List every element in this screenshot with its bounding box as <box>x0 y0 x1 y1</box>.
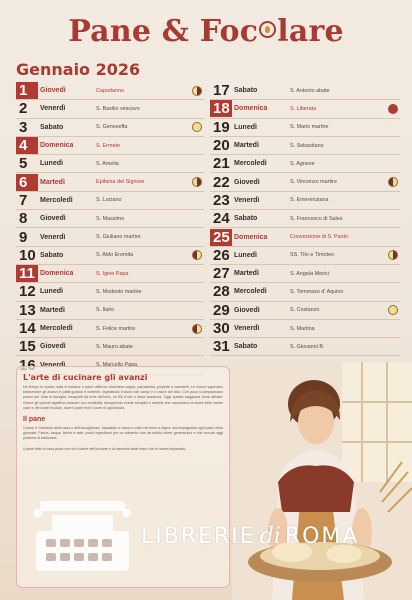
weekday-name: Lunedì <box>40 160 63 168</box>
saint-name: S. Sebastiano <box>290 142 324 149</box>
watermark-text-left: LIBRERIE <box>141 523 256 549</box>
calendar-day-row <box>16 155 204 173</box>
moon-last-icon <box>386 177 400 187</box>
weekday-name: Giovedì <box>234 178 260 186</box>
days-column-right <box>210 82 400 356</box>
day-number: 23 <box>213 191 230 209</box>
calendar-day-row <box>210 137 400 155</box>
flame-logo-icon <box>259 21 276 38</box>
weekday-name: Sabato <box>40 123 64 131</box>
weekday-name: Domenica <box>40 142 74 150</box>
day-number: 30 <box>213 320 230 337</box>
calendar-day-row <box>210 155 400 173</box>
calendar-day-row <box>16 137 204 155</box>
day-number: 5 <box>19 155 28 173</box>
day-number: 3 <box>19 118 28 136</box>
day-number: 1 <box>16 82 38 99</box>
moon-full-icon <box>190 122 204 132</box>
saint-name: S. Giuliano martire <box>96 234 141 241</box>
calendar-day-row <box>210 247 400 265</box>
day-number: 18 <box>210 100 232 117</box>
article-body: Un tempo in cucina nulla si buttava: il pane raffermo diventava zuppa, panzanella, polpette e canederli. Le nonne sapevano trasformare gli avanzi in piatti gustosi e nutrienti, rispettando il lavoro dei campi e il valore del cibo. Con poco si preparavano pranzi per tutta la famiglia, insaporiti da erbe dell'orto, un filo d'olio e tanta pazienza. Oggi questa saggezza torna attuale: ridurre gli sprechi significa cucinare con creatività, riscoprendo ricette semplici e antiche che raccontano la storia delle nostre case e dei nostri focolari, dove il pane era il cuore di ogni tavola. <box>23 385 223 410</box>
saint-name: S. Ermete <box>96 142 120 149</box>
weekday-name: Domenica <box>234 233 268 241</box>
weekday-name: Martedì <box>40 306 65 314</box>
saint-name: Epifania del Signore <box>96 179 145 186</box>
weekday-name: Venerdì <box>40 233 66 241</box>
weekday-name: Lunedì <box>234 251 257 259</box>
weekday-name: Sabato <box>234 215 258 223</box>
watermark-text-middle: di <box>259 523 281 549</box>
watermark <box>30 497 402 575</box>
title-text-end: lare <box>277 14 344 49</box>
weekday-name: Sabato <box>40 251 64 259</box>
saint-name: S. Agnese <box>290 160 315 167</box>
days-column-left <box>16 82 204 375</box>
saint-name: Conversione di S. Paolo <box>290 234 348 241</box>
moon-first-icon <box>190 177 204 187</box>
day-number: 11 <box>16 265 38 282</box>
saint-name: S. Mauro abate <box>96 343 133 350</box>
weekday-name: Mercoledì <box>40 325 73 332</box>
calendar-day-row <box>16 283 204 301</box>
watermark-text <box>141 524 359 549</box>
day-number: 20 <box>213 137 230 155</box>
day-number: 6 <box>16 174 38 191</box>
saint-name: S. Emerenziana <box>290 197 329 204</box>
saint-name: S. Igino Papa <box>96 270 129 277</box>
weekday-name: Venerdì <box>40 105 66 113</box>
saint-name: S. Ilario <box>96 307 115 314</box>
calendar-day-row <box>16 119 204 137</box>
saint-name: S. Modesto martire <box>96 288 142 295</box>
calendar-day-row <box>16 320 204 338</box>
saint-name: S. Vincenzo martire <box>290 179 337 186</box>
weekday-name: Domenica <box>40 270 74 278</box>
saint-name: S. Tommaso d' Aquino <box>290 288 344 295</box>
weekday-name: Giovedì <box>234 306 260 314</box>
calendar-day-row <box>210 210 400 228</box>
weekday-name: Martedì <box>234 142 259 150</box>
moon-new-icon <box>386 104 400 114</box>
day-number: 13 <box>19 301 36 319</box>
moon-full-icon <box>386 305 400 315</box>
weekday-name: Venerdì <box>234 196 260 204</box>
day-number: 10 <box>19 246 36 264</box>
typewriter-logo-icon <box>30 497 135 575</box>
weekday-name: Mercoledì <box>40 196 73 204</box>
day-number: 4 <box>16 137 38 154</box>
day-number: 19 <box>213 118 230 136</box>
saint-name: S. Costanzo <box>290 307 320 314</box>
calendar-day-row <box>16 173 204 191</box>
day-number: 26 <box>213 246 230 264</box>
calendar-day-row <box>210 283 400 301</box>
day-number: 29 <box>213 301 230 319</box>
saint-name: S. Mario martire <box>290 124 329 131</box>
day-number: 2 <box>19 100 28 118</box>
calendar-day-row <box>16 338 204 356</box>
day-number: 12 <box>19 283 36 301</box>
weekday-name: Martedì <box>40 178 65 186</box>
moon-first-icon <box>190 86 204 96</box>
saint-name: S. Genoveffa <box>96 124 128 131</box>
day-number: 14 <box>19 320 36 337</box>
calendar-day-row <box>16 100 204 118</box>
weekday-name: Giovedì <box>40 343 66 351</box>
saint-name: SS. Tito e Timoteo <box>290 252 335 259</box>
calendar-day-row <box>16 82 204 100</box>
calendar-day-row <box>210 100 400 118</box>
day-number: 27 <box>213 265 230 283</box>
calendar-day-row <box>210 82 400 100</box>
saint-name: S. Francesco di Sales <box>290 215 343 222</box>
weekday-name: Domenica <box>234 105 268 113</box>
calendar-day-row <box>16 265 204 283</box>
saint-name: S. Massimo <box>96 215 125 222</box>
saint-name: Capodanno <box>96 87 124 94</box>
calendar-day-row <box>210 320 400 338</box>
month-heading: Gennaio 2026 <box>16 60 141 79</box>
weekday-name: Mercoledì <box>234 288 267 296</box>
page-title <box>0 14 412 49</box>
calendar-day-row <box>16 247 204 265</box>
saint-name: S. Amelia <box>96 160 119 167</box>
calendar-day-row <box>210 338 400 356</box>
watermark-text-right: ROMA <box>284 523 360 549</box>
moon-last-icon <box>190 250 204 260</box>
calendar-day-row <box>16 228 204 246</box>
day-number: 24 <box>213 210 230 228</box>
article-body-2: Il pane è il simbolo della casa e dell'accoglienza. Impastato a mano e cotto nel forno a legna, accompagnava ogni pasto della giornata. Farina, acqua, lievito e sale: pochi ingredienti per un alimento che ha nutrito intere generazioni e che ancora oggi profuma di tradizione. <box>23 426 223 441</box>
weekday-name: Sabato <box>234 87 258 95</box>
calendar-day-row <box>210 173 400 191</box>
title-text-start: Pane & Foc <box>68 14 259 49</box>
calendar-day-row <box>210 302 400 320</box>
article-subheading: Il pane <box>23 416 46 424</box>
calendar-day-row <box>16 210 204 228</box>
day-number: 17 <box>213 82 230 100</box>
saint-name: S. Martina <box>290 325 315 332</box>
saint-name: S. Antonio abate <box>290 87 330 94</box>
day-number: 28 <box>213 283 230 301</box>
weekday-name: Giovedì <box>40 215 66 223</box>
weekday-name: Sabato <box>234 343 258 351</box>
saint-name: S. Luciano <box>96 197 122 204</box>
calendar-day-row <box>16 192 204 210</box>
day-number: 15 <box>19 338 36 356</box>
calendar-day-row <box>16 302 204 320</box>
moon-first-icon <box>386 250 400 260</box>
moon-last-icon <box>190 324 204 334</box>
saint-name: S. Liberata <box>290 105 317 112</box>
weekday-name: Lunedì <box>40 288 63 296</box>
saint-name: S. Felice martire <box>96 325 136 332</box>
day-number: 8 <box>19 210 28 228</box>
calendar-day-row <box>210 192 400 210</box>
day-number: 21 <box>213 155 230 173</box>
weekday-name: Martedì <box>234 270 259 278</box>
calendar-day-row <box>210 119 400 137</box>
calendar-day-row <box>210 265 400 283</box>
day-number: 7 <box>19 191 28 209</box>
weekday-name: Mercoledì <box>234 160 267 168</box>
weekday-name: Venerdì <box>234 325 260 332</box>
article-closing: Il pane fatto in casa porta con sé il calore del focolare e la memoria delle mani che lo hanno impastato. <box>23 446 187 451</box>
saint-name: S. Basilio vescovo <box>96 105 140 112</box>
day-number: 22 <box>213 173 230 191</box>
calendar-day-row <box>210 228 400 246</box>
article-heading: L'arte di cucinare gli avanzi <box>23 373 148 382</box>
saint-name: S. Giovanni B. <box>290 343 325 350</box>
day-number: 9 <box>19 228 28 246</box>
weekday-name: Lunedì <box>234 123 257 131</box>
weekday-name: Giovedì <box>40 87 66 95</box>
saint-name: S. Angela Merici <box>290 270 329 277</box>
day-number: 31 <box>213 338 230 356</box>
saint-name: S. Aldo Eremita <box>96 252 134 259</box>
day-number: 25 <box>210 229 232 246</box>
